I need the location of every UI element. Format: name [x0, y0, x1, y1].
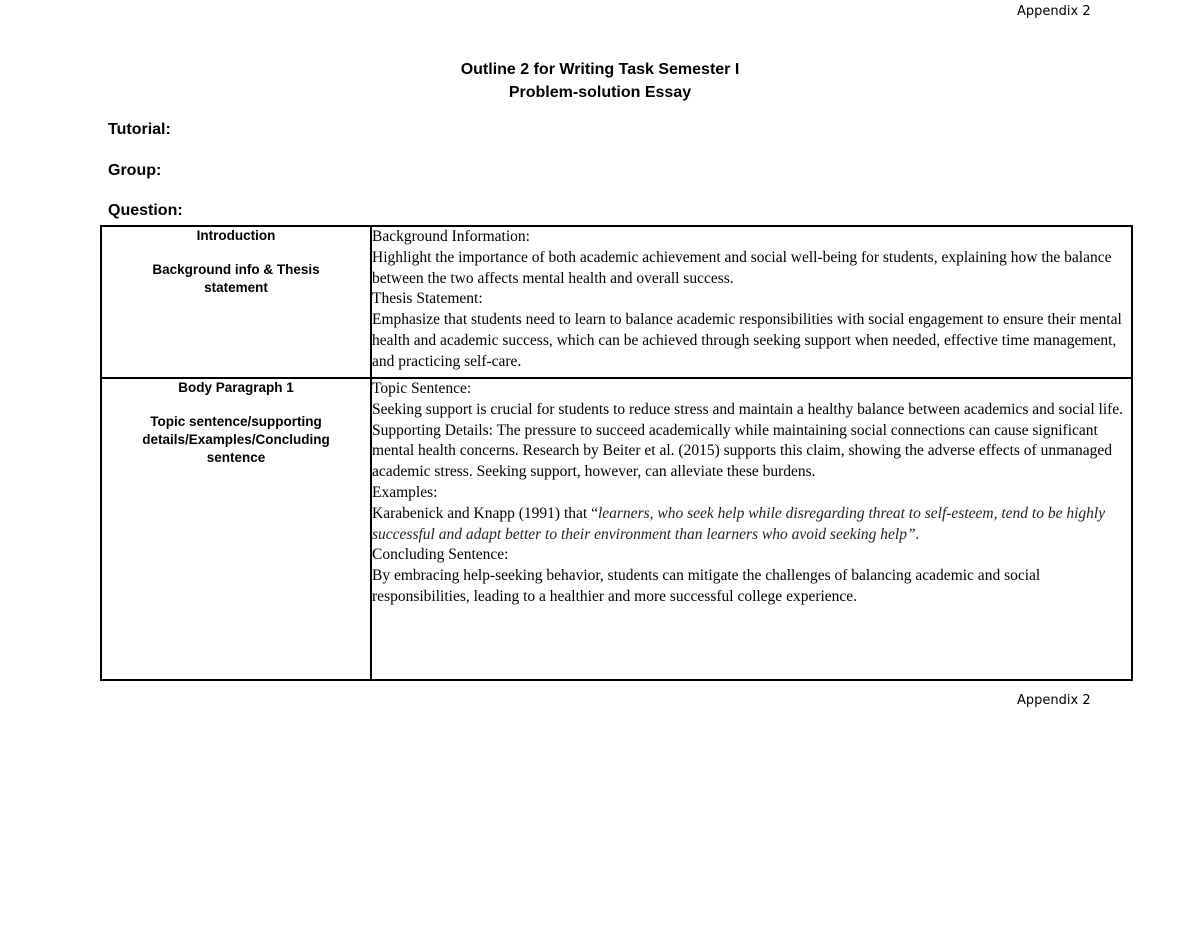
table-row-introduction	[101, 226, 1132, 378]
section-title: Body Paragraph 1	[178, 380, 294, 395]
title-line-1: Outline 2 for Writing Task Semester I	[460, 61, 740, 78]
section-subtitle: Background info & Thesis statement	[152, 262, 320, 295]
outline-table	[100, 225, 1133, 681]
content-cell-body-paragraph-1	[371, 378, 1132, 680]
example-quote: learners, who seek help while disregarding threat to self-esteem, tend to be highly successful and adapt better to their environment than learners who avoid seeking help”.	[372, 504, 1106, 543]
question-label: Question:	[108, 202, 183, 219]
section-cell-introduction	[101, 226, 371, 378]
content-line: Seeking support is crucial for students to reduce stress and maintain a healthy balance between academics and social life.	[372, 400, 1124, 418]
content-line: Concluding Sentence:	[372, 546, 509, 564]
content-line: Examples:	[372, 483, 438, 501]
content-line: By embracing help-seeking behavior, students can mitigate the challenges of balancing academic and social responsibilities, leading to a healthier and more successful college experience.	[372, 567, 1041, 605]
content-cell-introduction	[371, 226, 1132, 378]
tutorial-label: Tutorial:	[108, 121, 171, 138]
content-line: Emphasize that students need to learn to balance academic responsibilities with social engagement to ensure their mental health and academic success, which can be achieved through seeking support when needed, effective time management, and practicing self-care.	[372, 311, 1122, 370]
title-line-2: Problem-solution Essay	[508, 84, 692, 101]
section-subtitle: Topic sentence/supporting details/Examples/Concluding sentence	[142, 414, 330, 465]
content-line: Highlight the importance of both academic achievement and social well-being for students, explaining how the balance between the two affects mental health and overall success.	[372, 248, 1112, 287]
section-cell-body-paragraph-1	[101, 378, 371, 680]
content-line: Supporting Details: The pressure to succeed academically while maintaining social connections can cause significant mental health concerns. Research by Beiter et al. (2015) supports this claim, showing the adverse effects of unmanaged academic stress. Seeking support, however, can alleviate these burdens.	[372, 421, 1113, 481]
content-line: Topic Sentence:	[372, 380, 472, 397]
example-prefix: Karabenick and Knapp (1991) that “	[372, 504, 598, 522]
table-row-body-paragraph-1	[101, 378, 1132, 680]
appendix-label-bottom: Appendix 2	[1017, 693, 1091, 708]
group-label: Group:	[108, 162, 162, 179]
example-citation	[372, 504, 1131, 546]
section-title: Introduction	[196, 228, 276, 243]
appendix-label-top: Appendix 2	[1017, 4, 1091, 19]
content-line: Thesis Statement:	[372, 290, 483, 308]
content-line: Background Information:	[372, 228, 530, 245]
document-title	[0, 58, 1200, 104]
